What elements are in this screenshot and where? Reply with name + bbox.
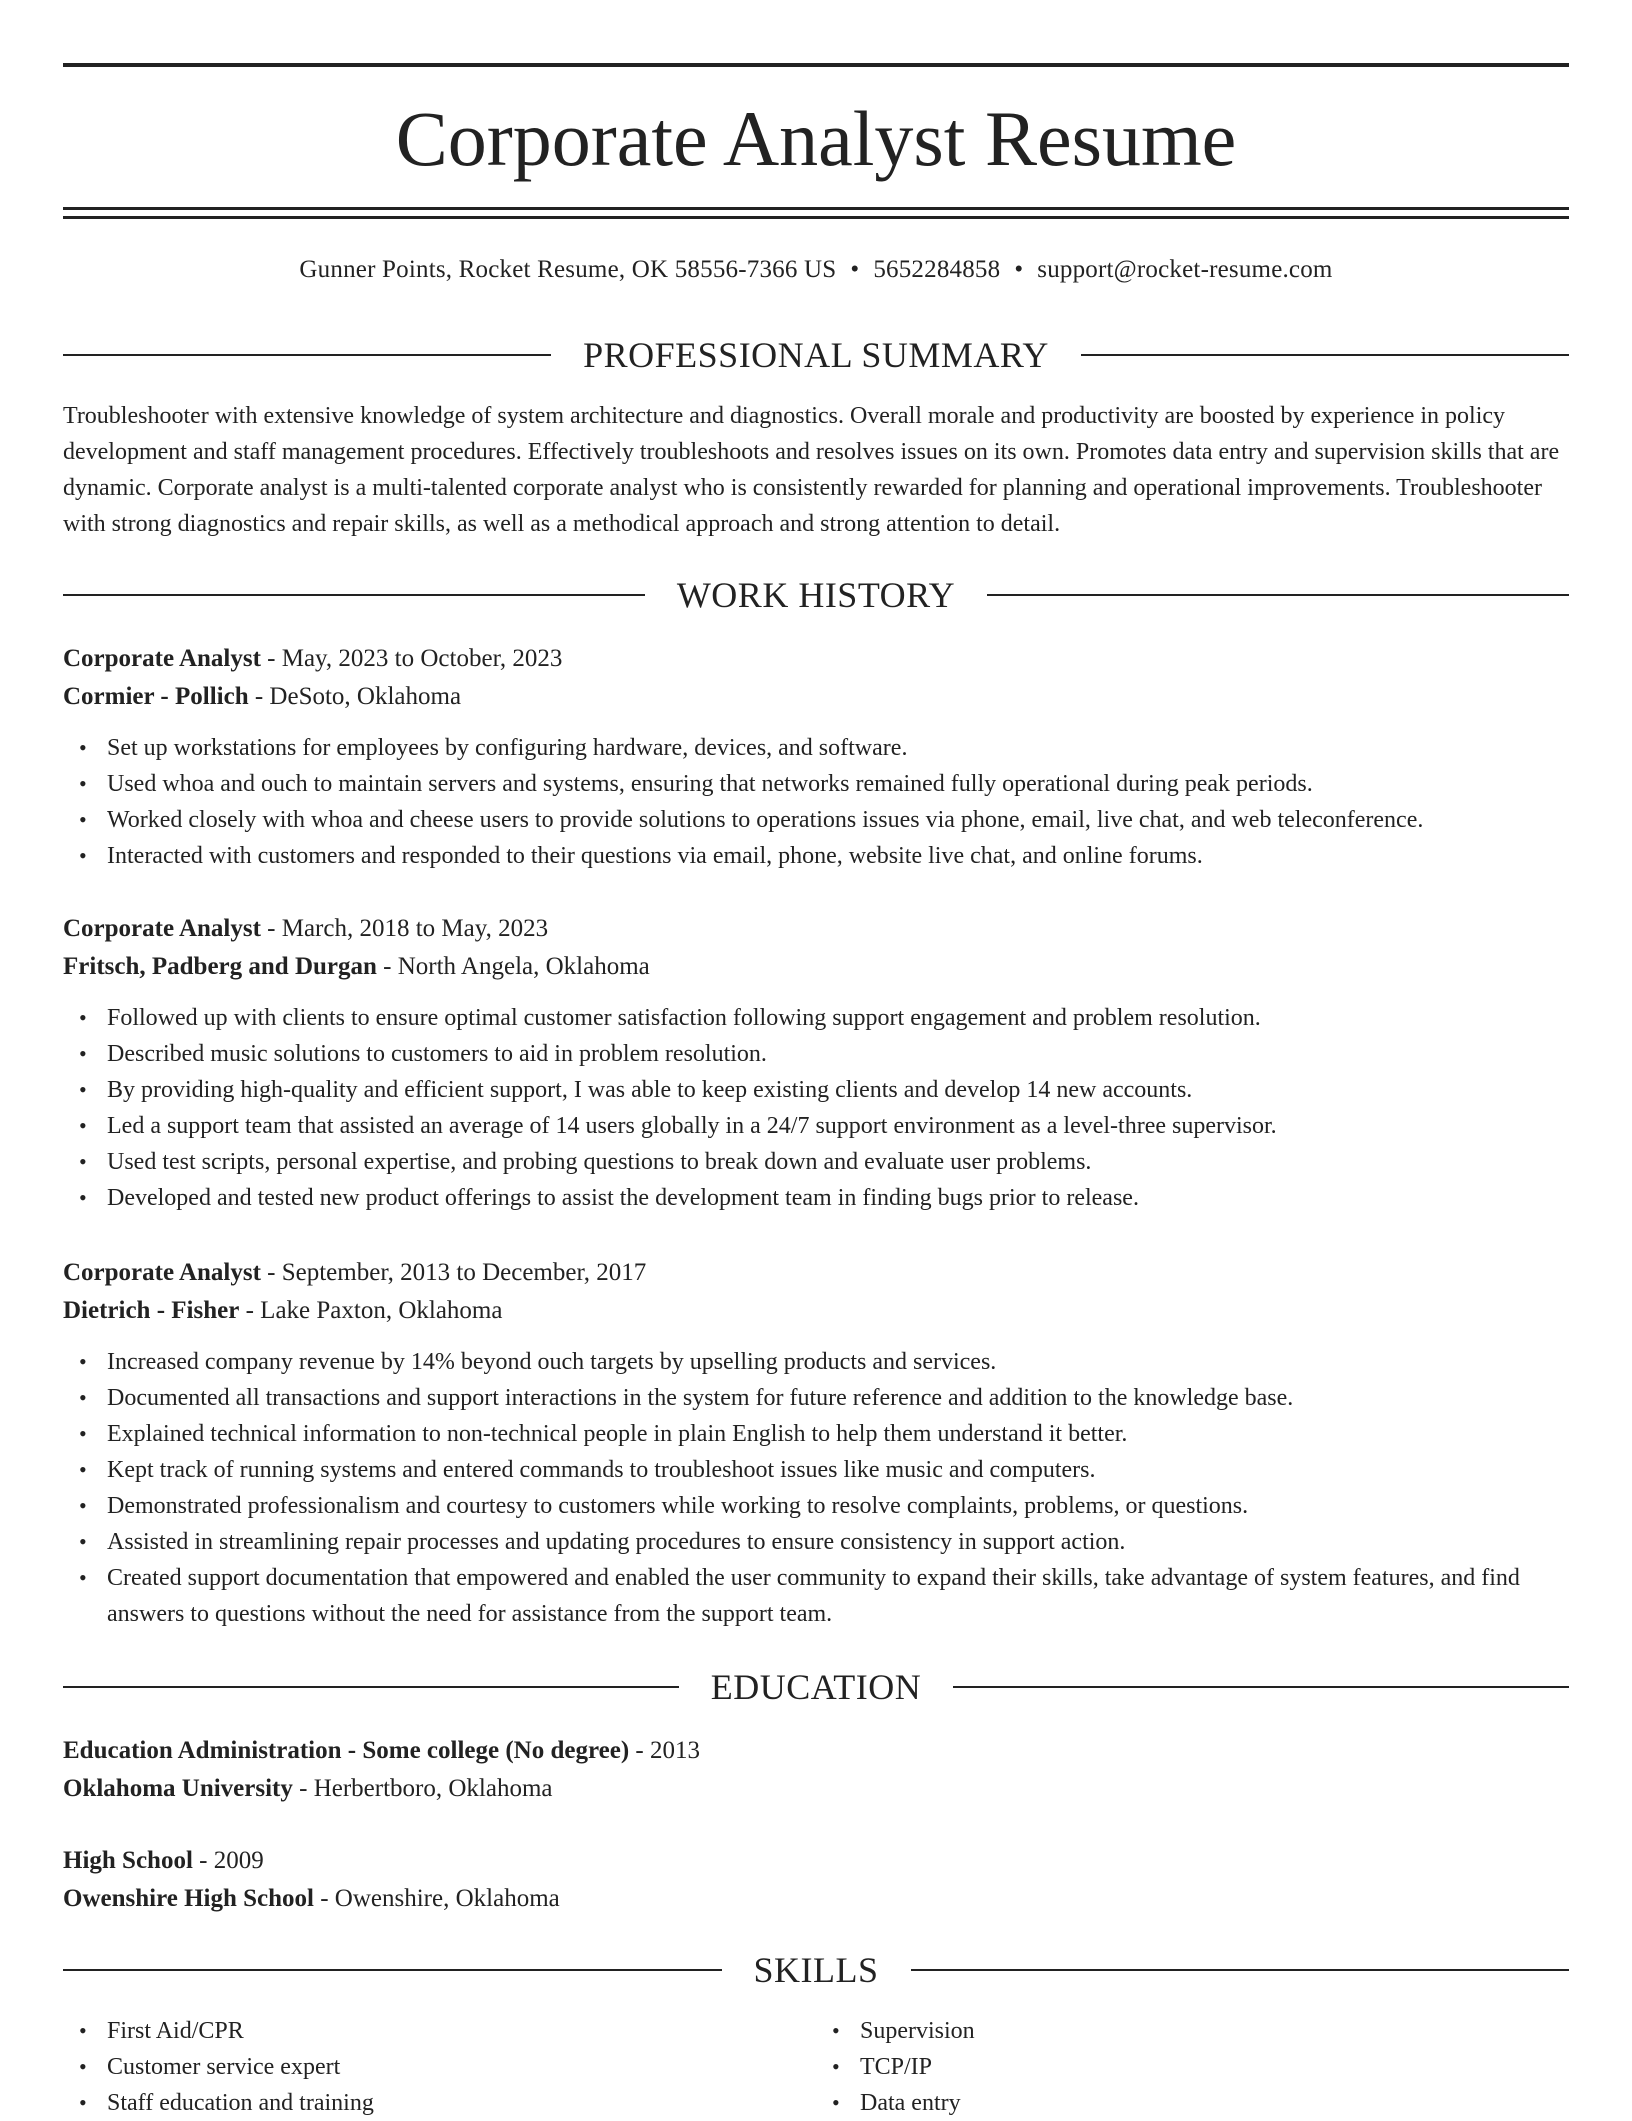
- education-degree-line: [63, 1842, 1569, 1880]
- contact-address: Gunner Points, Rocket Resume, OK 58556-7366 US: [299, 256, 837, 283]
- job-title-line: [63, 1254, 1569, 1292]
- education-school: Oklahoma University: [63, 1775, 293, 1802]
- job-bullet: • Led a support team that assisted an average of 14 users globally in a 24/7 support environment as a level-three supervisor.: [107, 1108, 1569, 1144]
- job-bullets: [63, 730, 1569, 874]
- job-bullet: • Increased company revenue by 14% beyond ouch targets by upselling products and services.: [107, 1344, 1569, 1380]
- education-location: - Owenshire, Oklahoma: [313, 1885, 560, 1912]
- job-bullet: • Created support documentation that empowered and enabled the user community to expand their skills, take advantage of system features, and find answers to questions without the need for assistance from the support team.: [107, 1560, 1569, 1632]
- heading-rule-right: [953, 1686, 1569, 1688]
- section-heading-work: [63, 575, 1569, 615]
- heading-rule-left: [63, 594, 645, 596]
- job-bullets: [63, 1000, 1569, 1216]
- skill-item: • Data entry: [860, 2085, 1569, 2121]
- education-year: - 2009: [192, 1847, 264, 1874]
- job-location: - Lake Paxton, Oklahoma: [239, 1297, 503, 1324]
- section-heading-education: [63, 1667, 1569, 1707]
- resume-title: Corporate Analyst Resume: [395, 95, 1237, 182]
- education-degree-line: [63, 1732, 1569, 1770]
- heading-rule-right: [1081, 354, 1569, 356]
- contact-phone: 5652284858: [873, 256, 1001, 283]
- education-entry: [63, 1732, 1569, 1808]
- job-entry: [63, 910, 1569, 1216]
- job-bullets: [63, 1344, 1569, 1632]
- skill-item: • Supervision: [860, 2013, 1569, 2049]
- job-company-line: [63, 1292, 1569, 1330]
- section-title: WORK HISTORY: [676, 575, 956, 615]
- section-title: SKILLS: [753, 1950, 879, 1990]
- job-title-line: [63, 640, 1569, 678]
- education-degree: High School: [63, 1847, 193, 1874]
- job-title-line: [63, 910, 1569, 948]
- job-entry: [63, 1254, 1569, 1632]
- job-bullet: • Used test scripts, personal expertise, and probing questions to break down and evaluate user problems.: [107, 1144, 1569, 1180]
- skills-column-right: [816, 2013, 1569, 2121]
- contact-separator: •: [1014, 256, 1024, 283]
- heading-rule-left: [63, 1969, 722, 1971]
- heading-rule-left: [63, 1686, 679, 1688]
- skills-column-left: [63, 2013, 816, 2121]
- job-bullet: • Described music solutions to customers to aid in problem resolution.: [107, 1036, 1569, 1072]
- job-bullet: • Worked closely with whoa and cheese users to provide solutions to operations issues via phone, email, live chat, and web teleconference.: [107, 802, 1569, 838]
- job-company-line: [63, 948, 1569, 986]
- job-company: Cormier - Pollich: [63, 683, 249, 710]
- job-company-line: [63, 678, 1569, 716]
- job-bullet: • Kept track of running systems and entered commands to troubleshoot issues like music and computers.: [107, 1452, 1569, 1488]
- job-dates: - September, 2013 to December, 2017: [260, 1259, 647, 1286]
- summary-text: Troubleshooter with extensive knowledge of system architecture and diagnostics. Overall morale and productivity are boosted by experience in policy development and staff management procedures. Effectively troubleshoots and resolves issues on its own. Promotes data entry and supervision skills that are dynamic. Corporate analyst is a multi-talented corporate analyst who is consistently rewarded for planning and operational improvements. Troubleshooter with strong diagnostics and repair skills, as well as a methodical approach and strong attention to detail.: [63, 403, 1560, 537]
- job-entry: [63, 640, 1569, 874]
- job-bullet: • Used whoa and ouch to maintain servers and systems, ensuring that networks remained fully operational during peak periods.: [107, 766, 1569, 802]
- heading-rule-right: [911, 1969, 1570, 1971]
- education-school-line: [63, 1880, 1569, 1918]
- job-bullet: • By providing high-quality and efficient support, I was able to keep existing clients and develop 14 new accounts.: [107, 1072, 1569, 1108]
- job-bullet: • Set up workstations for employees by configuring hardware, devices, and software.: [107, 730, 1569, 766]
- job-title: Corporate Analyst: [63, 1259, 261, 1286]
- skill-item: • First Aid/CPR: [107, 2013, 816, 2049]
- education-location: - Herbertboro, Oklahoma: [292, 1775, 553, 1802]
- job-bullet: • Documented all transactions and support interactions in the system for future reference and addition to the knowledge base.: [107, 1380, 1569, 1416]
- job-bullet: • Interacted with customers and responded to their questions via email, phone, website live chat, and online forums.: [107, 838, 1569, 874]
- skill-item: • TCP/IP: [860, 2049, 1569, 2085]
- job-dates: - May, 2023 to October, 2023: [260, 645, 563, 672]
- job-bullet: • Assisted in streamlining repair processes and updating procedures to ensure consistency in support action.: [107, 1524, 1569, 1560]
- contact-email: support@rocket-resume.com: [1037, 256, 1333, 283]
- contact-separator: •: [850, 256, 860, 283]
- education-entry: [63, 1842, 1569, 1918]
- heading-rule-right: [987, 594, 1569, 596]
- job-bullet: • Followed up with clients to ensure optimal customer satisfaction following support engagement and problem resolution.: [107, 1000, 1569, 1036]
- education-school: Owenshire High School: [63, 1885, 314, 1912]
- job-location: - North Angela, Oklahoma: [376, 953, 650, 980]
- heading-rule-left: [63, 354, 551, 356]
- skills-list: [63, 2013, 1569, 2121]
- job-bullet: • Explained technical information to non-technical people in plain English to help them understand it better.: [107, 1416, 1569, 1452]
- skill-item: • Staff education and training: [107, 2085, 816, 2121]
- job-bullet: • Demonstrated professionalism and courtesy to customers while working to resolve complaints, problems, or questions.: [107, 1488, 1569, 1524]
- education-year: - 2013: [629, 1737, 700, 1764]
- education-school-line: [63, 1770, 1569, 1808]
- section-title: PROFESSIONAL SUMMARY: [583, 335, 1049, 375]
- job-dates: - March, 2018 to May, 2023: [260, 915, 549, 942]
- title-block: [63, 93, 1569, 185]
- job-bullet: • Developed and tested new product offerings to assist the development team in finding bugs prior to release.: [107, 1180, 1569, 1216]
- title-double-rule: [63, 207, 1569, 219]
- job-company: Dietrich - Fisher: [63, 1297, 240, 1324]
- job-title: Corporate Analyst: [63, 915, 261, 942]
- top-rule: [63, 63, 1569, 67]
- job-location: - DeSoto, Oklahoma: [248, 683, 462, 710]
- job-title: Corporate Analyst: [63, 645, 261, 672]
- job-company: Fritsch, Padberg and Durgan: [63, 953, 377, 980]
- contact-line: [63, 252, 1569, 288]
- section-title: EDUCATION: [710, 1667, 922, 1707]
- section-heading-skills: [63, 1950, 1569, 1990]
- education-degree: Education Administration - Some college (No degree): [63, 1737, 630, 1764]
- section-heading-summary: [63, 335, 1569, 375]
- skill-item: • Customer service expert: [107, 2049, 816, 2085]
